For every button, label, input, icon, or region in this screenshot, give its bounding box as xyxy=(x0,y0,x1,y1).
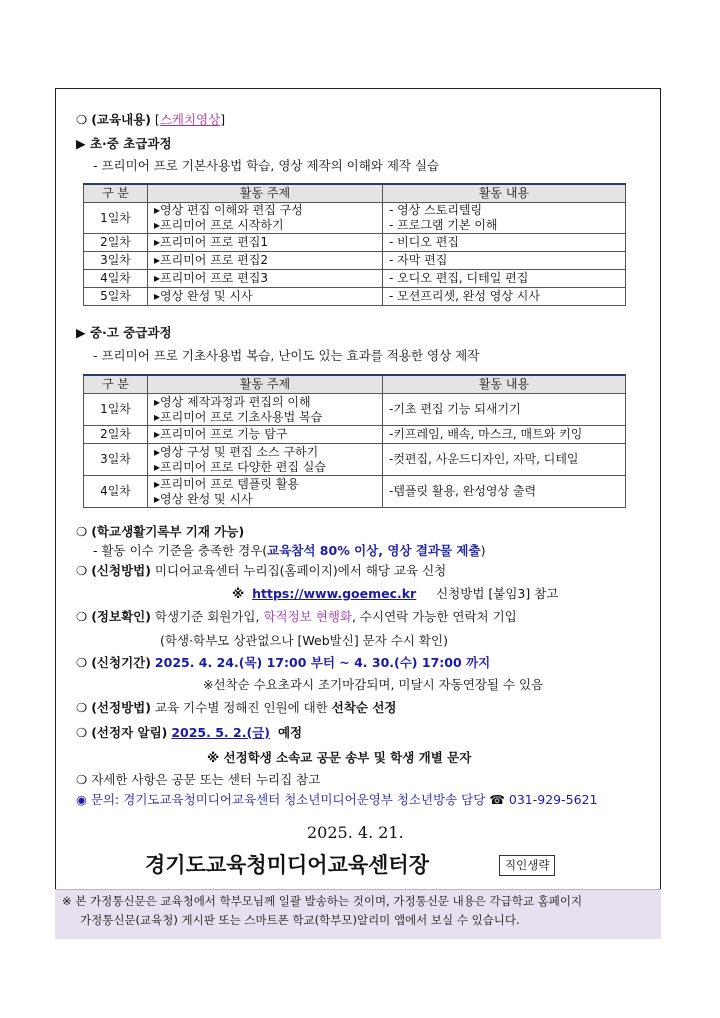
circle-icon: ❍ xyxy=(76,524,88,539)
footer-line-2: 가정통신문(교육청) 게시판 또는 스마트폰 학교(학부모)알리미 앱에서 보실 수 있습니다. xyxy=(80,913,520,927)
bracket-close: ] xyxy=(220,112,226,127)
day-cell: 5일차 xyxy=(84,288,148,306)
topic-cell: ▸프리미어 프로 템플릿 활용 ▸영상 완성 및 시사 xyxy=(148,476,383,508)
bullet-icon: ▸ xyxy=(154,444,161,459)
apply-note: ※ https://www.goemec.kr 신청방법 [붙임3] 참고 xyxy=(232,586,559,601)
topic-cell: ▸영상 완성 및 시사 xyxy=(148,288,383,306)
table-row xyxy=(84,444,626,476)
course2-title: 중·고 중급과정 xyxy=(89,325,172,340)
header-topic: 활동 주제 xyxy=(148,184,383,203)
bullet-icon: ▸ xyxy=(154,409,161,424)
circle-icon: ❍ xyxy=(76,563,88,578)
bullet-icon: ▸ xyxy=(154,394,161,409)
signer-name: 경기도교육청미디어교육센터장 xyxy=(145,853,430,877)
header-day: 구 분 xyxy=(84,184,148,203)
info-sub: (학생·학부모 상관없으나 [Web발신] 문자 수시 확인) xyxy=(160,633,448,648)
bullet-icon: ▸ xyxy=(154,476,161,491)
circle-icon: ❍ xyxy=(76,700,88,715)
bullet-icon: ▸ xyxy=(154,253,161,267)
course1-title-row xyxy=(76,136,172,152)
activity-cell: -기초 편집 기능 되새기기 xyxy=(383,394,626,426)
header-day: 구 분 xyxy=(84,375,148,394)
course1-desc: - 프리미어 프로 기본사용법 학습, 영상 제작의 이해와 제작 실습 xyxy=(93,158,440,173)
topic-cell: ▸프리미어 프로 편집3 xyxy=(148,270,383,288)
activity-cell: -키프레임, 배속, 마스크, 매트와 키잉 xyxy=(383,426,626,444)
bullet-icon: ▸ xyxy=(154,203,161,217)
table-row xyxy=(84,394,626,426)
day-cell: 2일차 xyxy=(84,234,148,252)
edu-label: (교육내용) xyxy=(91,112,151,127)
day-cell: 4일차 xyxy=(84,476,148,508)
course1-title: 초·중 초급과정 xyxy=(89,136,172,151)
footer-line-1: ※ 본 가정통신문은 교육청에서 학부모님께 일괄 발송하는 것이며, 가정통신문 내용은 각급학교 홈페이지 xyxy=(62,894,583,908)
table-row xyxy=(84,476,626,508)
sketch-video-link[interactable]: 스케치영상 xyxy=(159,112,221,127)
activity-cell: - 오디오 편집, 디테일 편집 xyxy=(383,270,626,288)
info-highlight: 학적정보 현행화 xyxy=(263,609,352,624)
topic-cell: ▸영상 제작과정과 편집의 이해 ▸프리미어 프로 기초사용법 복습 xyxy=(148,394,383,426)
day-cell: 1일차 xyxy=(84,394,148,426)
table-row xyxy=(84,234,626,252)
notify-note: ※ 선정학생 소속교 공문 송부 및 학생 개별 문자 xyxy=(207,750,472,765)
activity-cell: - 모션프리셋, 완성 영상 시사 xyxy=(383,288,626,306)
circle-icon: ❍ xyxy=(76,725,88,740)
contact-row: ◉ 문의: 경기도교육청미디어교육센터 청소년미디어운영부 청소년방송 담당 ☎ 031-929-5621 xyxy=(76,792,598,807)
select-row: ❍ (선정방법) 교육 기수별 정해진 인원에 대한 선착순 선정 xyxy=(76,700,397,715)
topic-cell: ▸프리미어 프로 편집1 xyxy=(148,234,383,252)
period-value: 2025. 4. 24.(목) 17:00 부터 ~ 4. 30.(수) 17:00 까지 xyxy=(154,655,491,670)
day-cell: 3일차 xyxy=(84,444,148,476)
bullet-icon: ▸ xyxy=(154,459,161,474)
record-title-row xyxy=(76,524,244,540)
table-row xyxy=(84,252,626,270)
day-cell: 2일차 xyxy=(84,426,148,444)
period-label: (신청기간) xyxy=(91,655,151,670)
topic-cell: ▸영상 구성 및 편집 소스 구하기 ▸프리미어 프로 다양한 편집 실습 xyxy=(148,444,383,476)
table-header-row xyxy=(84,375,626,394)
info-row: ❍ (정보확인) 학생기준 회원가입, 학적정보 현행화, 수시연락 가능한 연락처 기입 xyxy=(76,609,517,624)
notify-row: ❍ (선정자 알림) 2025. 5. 2.(금) 예정 xyxy=(76,725,303,740)
bullet-icon: ▸ xyxy=(154,289,161,303)
apply-label: (신청방법) xyxy=(91,563,151,578)
activity-cell: -템플릿 활용, 완성영상 출력 xyxy=(383,476,626,508)
apply-row xyxy=(76,563,446,579)
course1-table xyxy=(83,183,626,306)
stamp-omitted: 직인생략 xyxy=(499,855,555,876)
notify-date: 2025. 5. 2.(금) xyxy=(171,725,270,740)
bullet-icon: ▸ xyxy=(154,271,161,285)
topic-cell: ▸영상 편집 이해와 편집 구성 ▸프리미어 프로 시작하기 xyxy=(148,203,383,234)
table-row xyxy=(84,426,626,444)
bullet-icon: ▸ xyxy=(154,218,161,232)
contact-phone: 031-929-5621 xyxy=(508,792,598,807)
day-cell: 4일차 xyxy=(84,270,148,288)
circle-icon: ❍ xyxy=(76,609,88,624)
header-topic: 활동 주제 xyxy=(148,375,383,394)
activity-cell: - 비디오 편집 xyxy=(383,234,626,252)
day-cell: 3일차 xyxy=(84,252,148,270)
activity-cell: - 자막 편집 xyxy=(383,252,626,270)
circle-icon: ❍ xyxy=(76,772,88,787)
topic-cell: ▸프리미어 프로 기능 탐구 xyxy=(148,426,383,444)
homepage-link[interactable]: https://www.goemec.kr xyxy=(252,586,417,601)
bracket-open: [ xyxy=(154,112,160,127)
table-row xyxy=(84,288,626,306)
issue-date: 2025. 4. 21. xyxy=(307,823,404,842)
triangle-icon: ▶ xyxy=(76,325,86,340)
triangle-icon: ▶ xyxy=(76,136,86,151)
phone-icon: ☎ xyxy=(489,792,505,807)
day-cell: 1일차 xyxy=(84,203,148,234)
bullet-icon: ▸ xyxy=(154,235,161,249)
bullet-icon: ▸ xyxy=(154,491,161,506)
target-icon: ◉ xyxy=(76,792,87,807)
period-note: ※선착순 수요초과시 조기마감되며, 미달시 자동연장될 수 있음 xyxy=(203,677,544,692)
course2-table xyxy=(83,374,626,508)
table-row xyxy=(84,270,626,288)
info-label: (정보확인) xyxy=(91,609,151,624)
bullet-icon: ▸ xyxy=(154,427,161,441)
detail-row: ❍ 자세한 사항은 공문 또는 센터 누리집 참고 xyxy=(76,772,321,787)
table-header-row xyxy=(84,184,626,203)
notify-label: (선정자 알림) xyxy=(91,725,168,740)
activity-cell: -컷편집, 사운드디자인, 자막, 디테일 xyxy=(383,444,626,476)
activity-cell: - 영상 스토리텔링 - 프로그램 기본 이해 xyxy=(383,203,626,234)
course2-title-row xyxy=(76,325,172,341)
apply-text: 미디어교육센터 누리집(홈페이지)에서 해당 교육 신청 xyxy=(154,563,447,578)
circle-icon: ❍ xyxy=(76,112,88,127)
header-activity: 활동 내용 xyxy=(383,375,626,394)
record-highlight: 교육참석 80% 이상, 영상 결과물 제출 xyxy=(267,543,481,558)
record-desc: - 활동 이수 기준을 충족한 경우(교육참석 80% 이상, 영상 결과물 제출) xyxy=(93,543,486,558)
header-activity: 활동 내용 xyxy=(383,184,626,203)
period-row xyxy=(76,655,490,671)
table-row xyxy=(84,203,626,234)
record-title: (학교생활기록부 기재 가능) xyxy=(91,524,245,539)
circle-icon: ❍ xyxy=(76,655,88,670)
topic-cell: ▸프리미어 프로 편집2 xyxy=(148,252,383,270)
course2-desc: - 프리미어 프로 기초사용법 복습, 난이도 있는 효과를 적용한 영상 제작 xyxy=(93,348,480,363)
edu-section xyxy=(76,112,225,128)
select-label: (선정방법) xyxy=(91,700,151,715)
